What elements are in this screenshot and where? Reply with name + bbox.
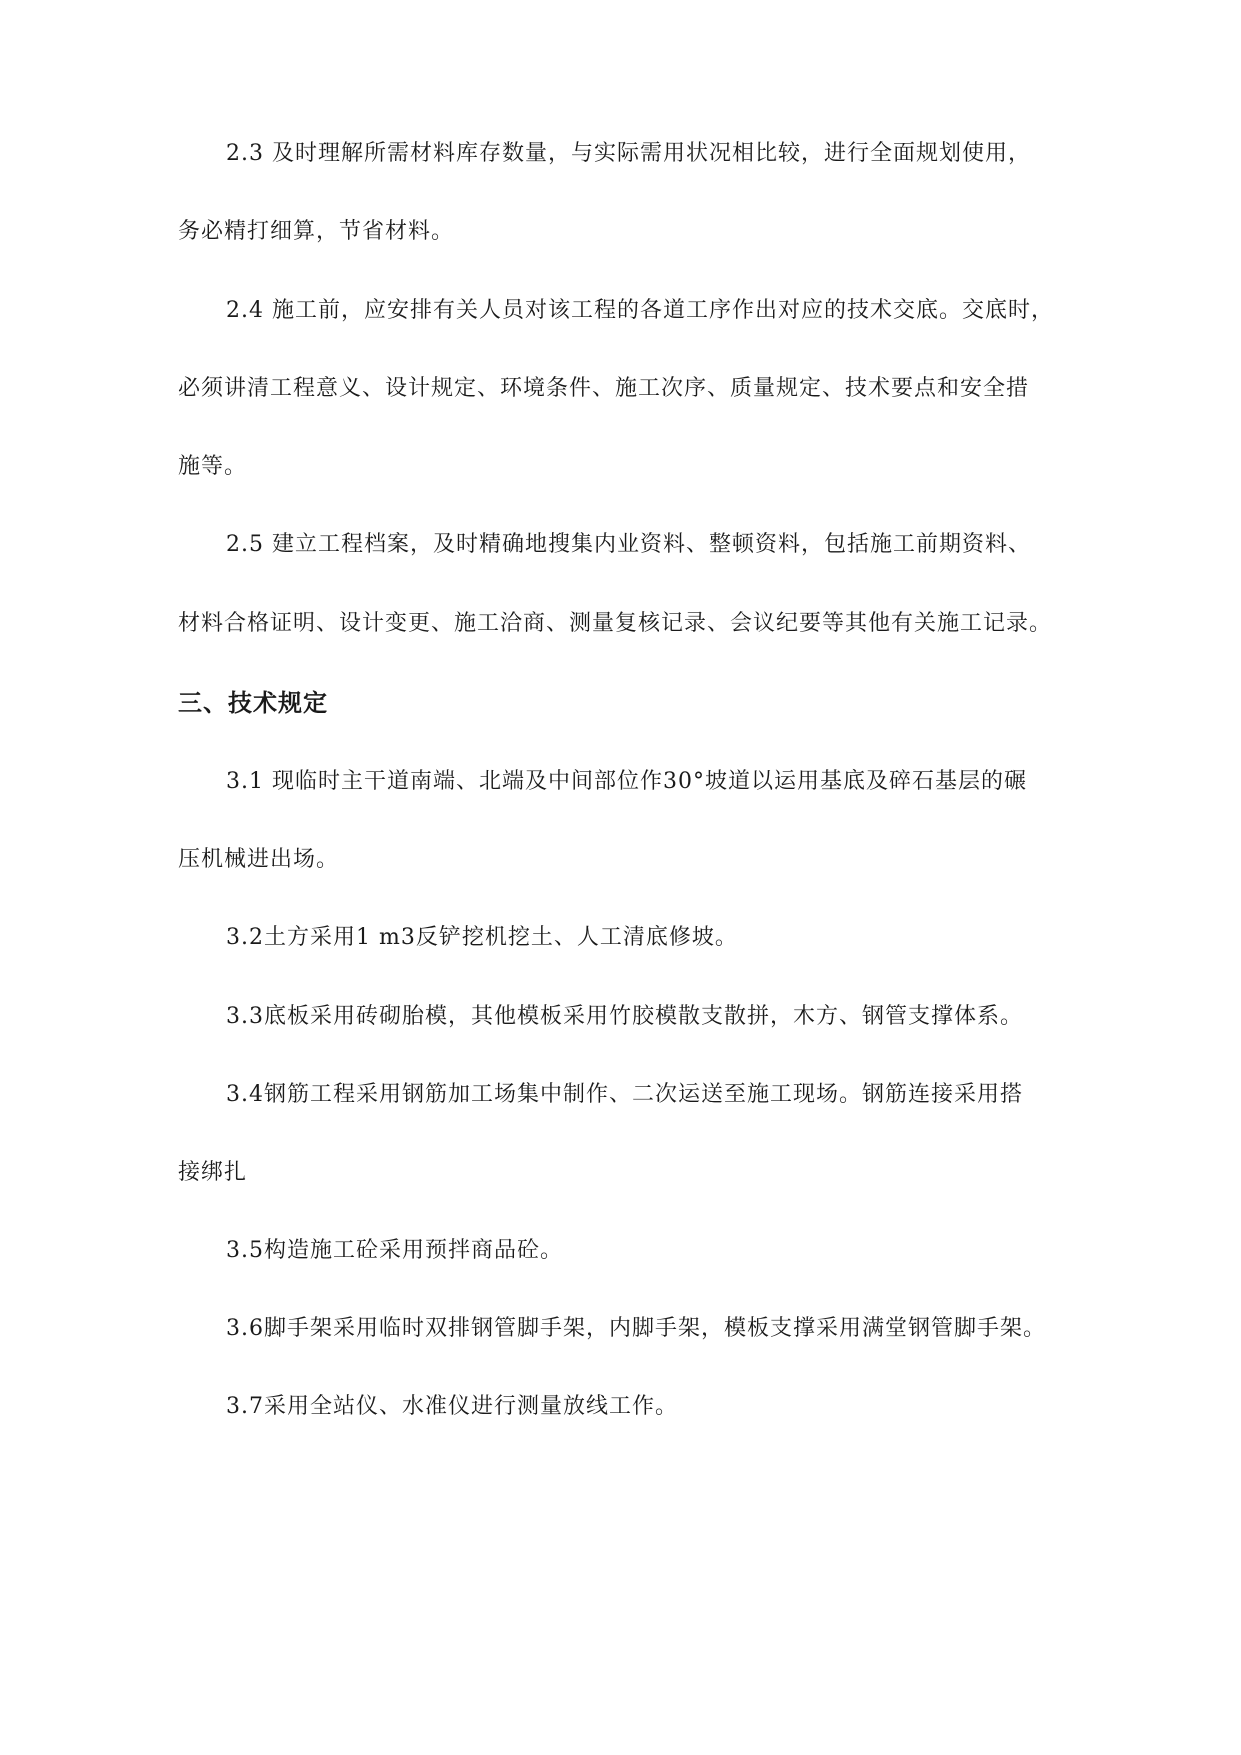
paragraph-3-1-line-1: 3.1 现临时主干道南端、北端及中间部位作30°坡道以运用基底及碎石基层的碾 [226,769,1027,794]
paragraph-3-6: 3.6脚手架采用临时双排钢管脚手架，内脚手架，模板支撑采用满堂钢管脚手架。 [226,1316,1046,1341]
paragraph-2-4-line-2: 必须讲清工程意义、设计规定、环境条件、施工次序、质量规定、技术要点和安全措 [178,376,1030,401]
paragraph-3-1-line-2: 压机械进出场。 [178,847,340,872]
paragraph-3-2: 3.2土方采用1 m3反铲挖机挖土、人工清底修坡。 [226,925,738,950]
paragraph-2-5-line-2: 材料合格证明、设计变更、施工洽商、测量复核记录、会议纪要等其他有关施工记录。 [178,611,1053,636]
paragraph-3-3: 3.3底板采用砖砌胎模，其他模板采用竹胶模散支散拼，木方、钢管支撑体系。 [226,1004,1023,1029]
paragraph-3-5: 3.5构造施工砼采用预拌商品砼。 [226,1238,563,1263]
paragraph-3-4-line-2: 接绑扎 [178,1160,248,1185]
paragraph-2-4-line-3: 施等。 [178,454,248,479]
paragraph-3-4-line-1: 3.4钢筋工程采用钢筋加工场集中制作、二次运送至施工现场。钢筋连接采用搭 [226,1082,1023,1107]
paragraph-2-5-line-1: 2.5 建立工程档案，及时精确地搜集内业资料、整顿资料，包括施工前期资料、 [226,532,1031,557]
paragraph-2-4-line-1: 2.4 施工前，应安排有关人员对该工程的各道工序作出对应的技术交底。交底时， [226,298,1054,323]
paragraph-3-7: 3.7采用全站仪、水准仪进行测量放线工作。 [226,1394,678,1419]
paragraph-2-3-line-1: 2.3 及时理解所需材料库存数量，与实际需用状况相比较，进行全面规划使用， [226,141,1031,166]
paragraph-2-3-line-2: 务必精打细算，节省材料。 [178,219,455,244]
section-3-heading: 三、技术规定 [178,689,328,717]
